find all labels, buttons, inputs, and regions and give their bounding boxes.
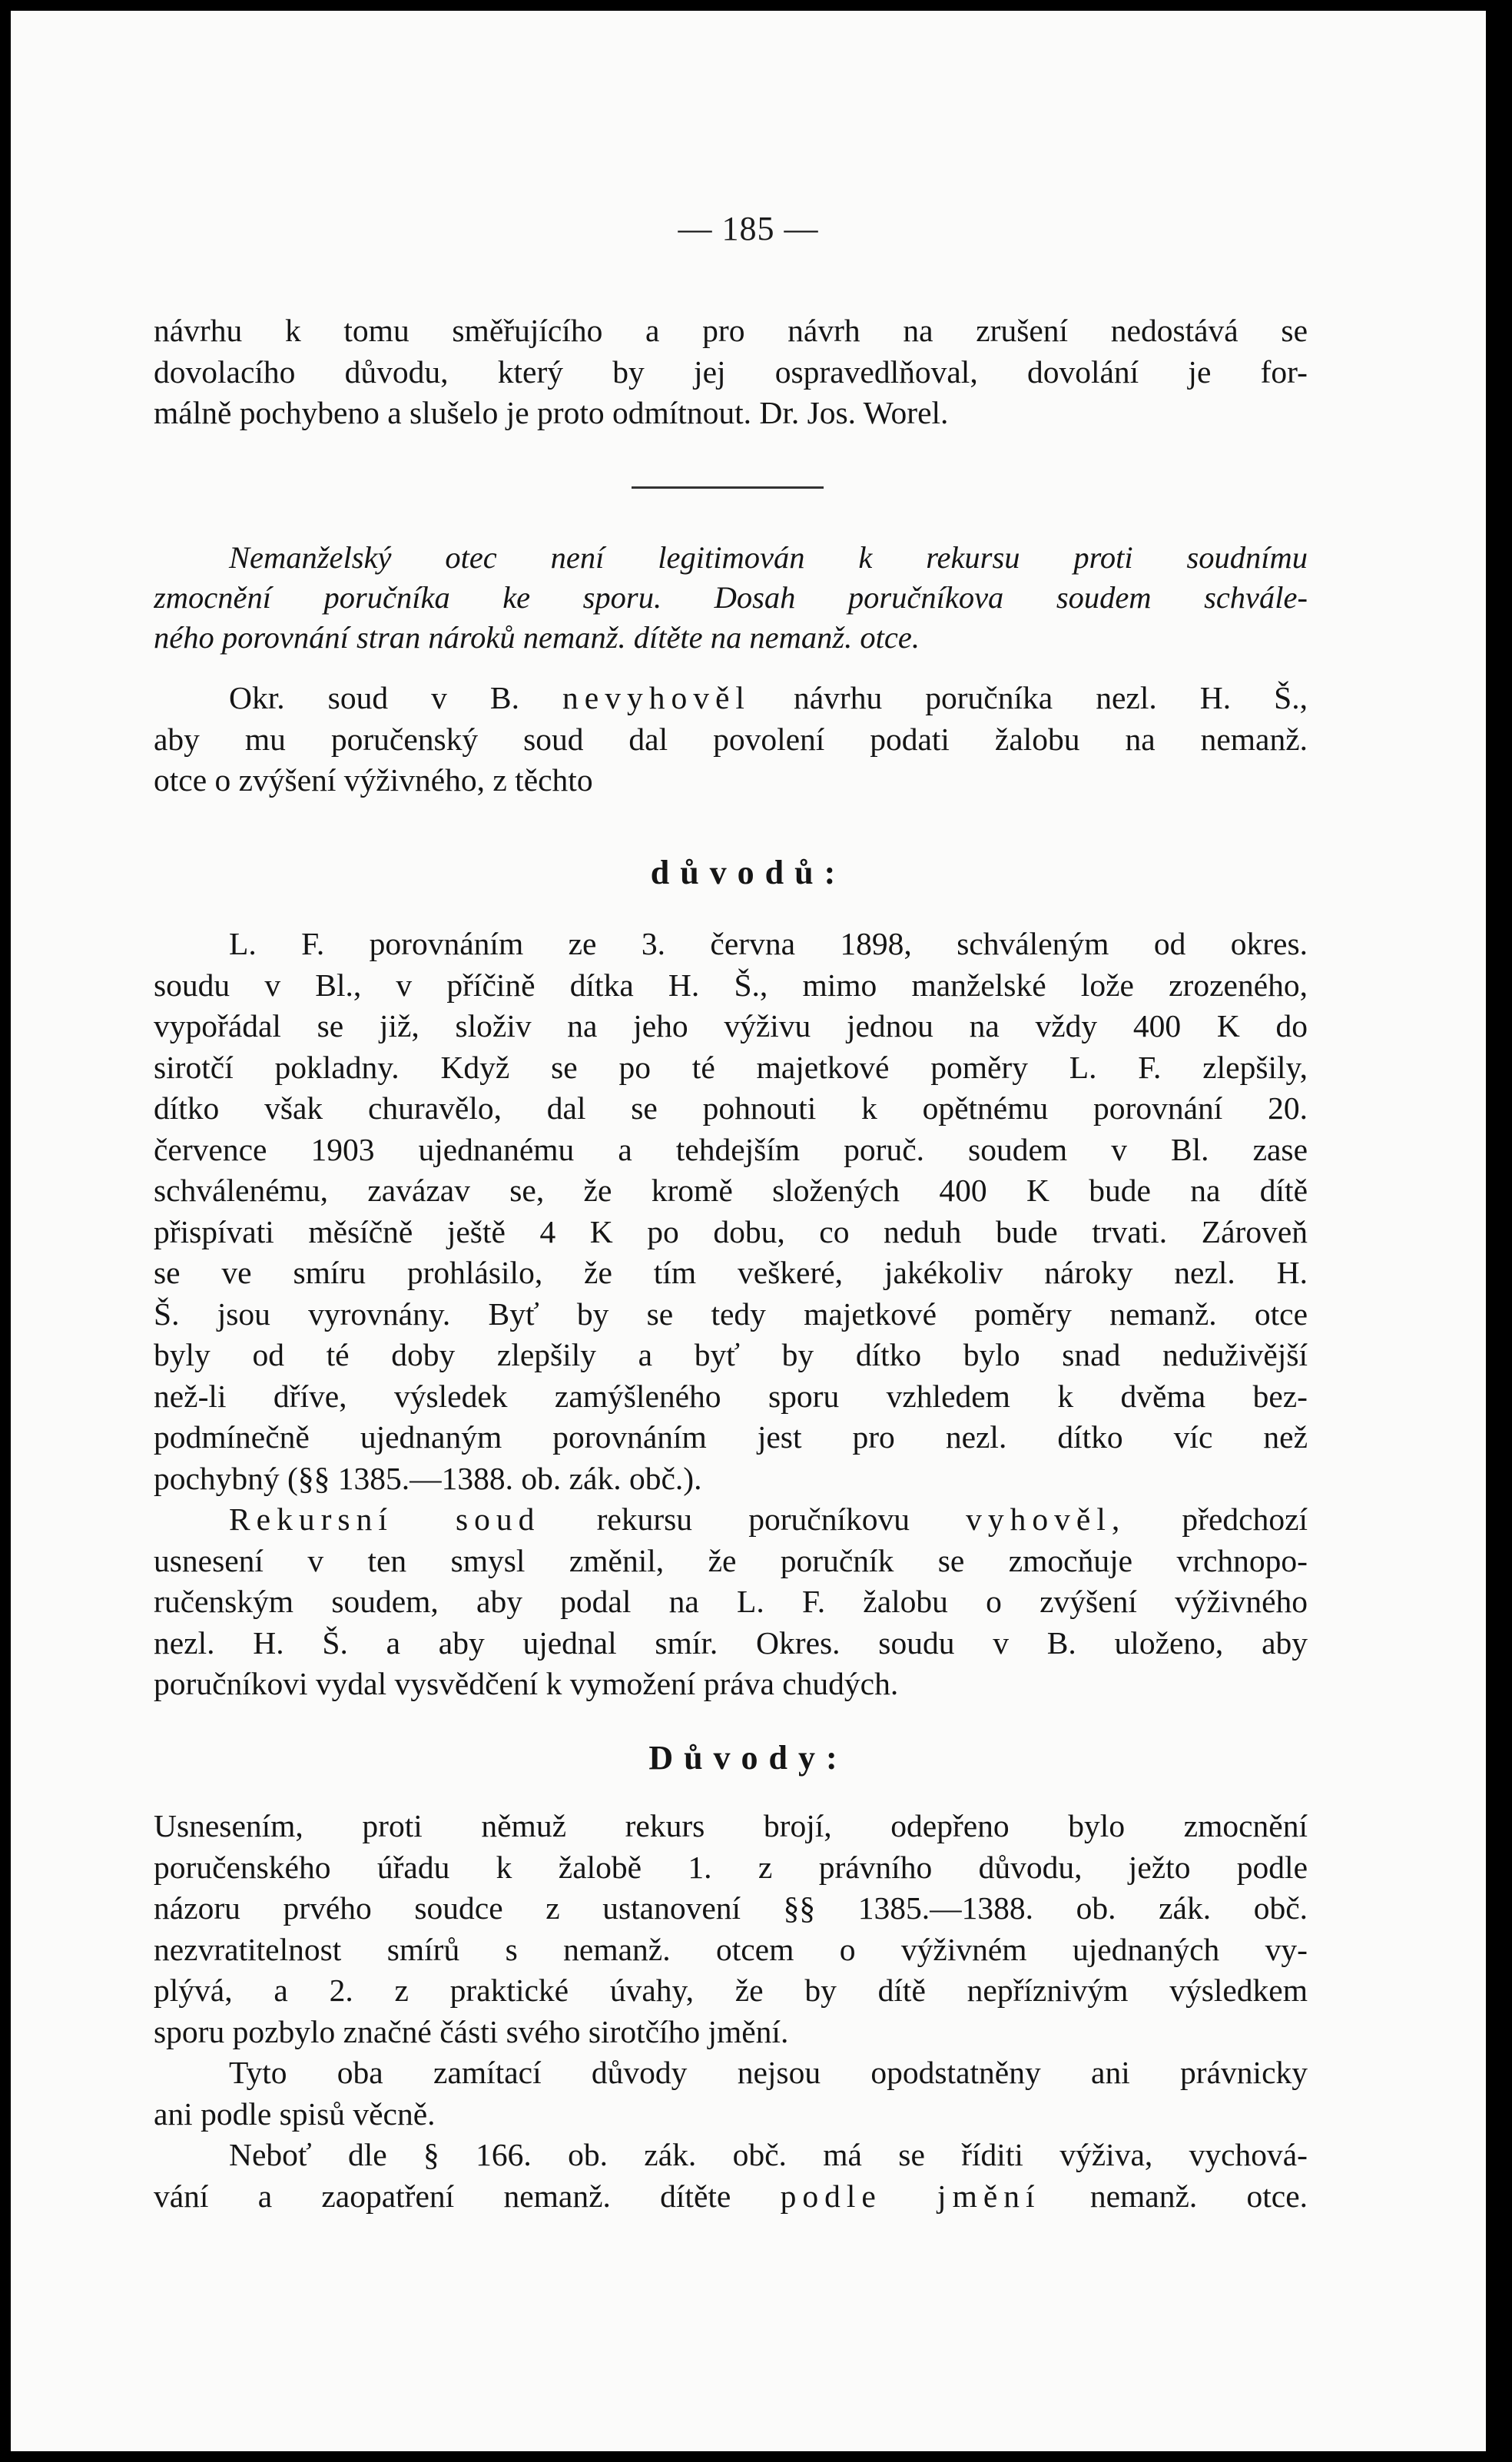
text-line: byly od té doby zlepšily a byť by dítko bylo snad neduživější (154, 1337, 1308, 1372)
text-line: sirotčí pokladny. Když se po té majetkové poměry L. F. zlepšily, (154, 1049, 1308, 1085)
text-line (154, 2176, 1308, 2218)
text-line: se ve smíru prohlásilo, že tím veškeré, jakékoliv nároky nezl. H. (154, 1255, 1308, 1290)
text-fragment: nemanž. otce. (1089, 2178, 1308, 2214)
text-fragment: rekursu poručníkovu (596, 1501, 910, 1537)
text-line: než-li dříve, výsledek zamýšleného sporu vzhledem k dvěma bez- (154, 1378, 1308, 1414)
text-line: Usnesením, proti němuž rekurs brojí, odepřeno bylo zmocnění (154, 1808, 1308, 1843)
text-line: nezl. H. Š. a aby ujednal smír. Okres. soudu v B. uloženo, aby (154, 1624, 1308, 1661)
summary-line: zmocnění poručníka ke sporu. Dosah poručníkova soudem schvále- (154, 580, 1308, 615)
document-page (11, 11, 1486, 2451)
decision-word: nevyhověl (562, 680, 751, 715)
page-number: — 185 — (678, 210, 819, 247)
text-line: ručenským soudem, aby podal na L. F. žalobu o zvýšení výživného (154, 1584, 1308, 1619)
text-line: usnesení v ten smysl změnil, že poručník se zmocňuje vrchnopo- (154, 1542, 1308, 1578)
appeal-court: Rekursní soud (229, 1501, 541, 1537)
court-name: Okr. soud v B. (229, 680, 519, 715)
text-line: názoru prvého soudce z ustanovení §§ 1385.—1388. ob. zák. obč. (154, 1890, 1308, 1926)
text-line: Tyto oba zamítací důvody nejsou opodstatněny ani právnicky (229, 2055, 1308, 2090)
text-line: aby mu poručenský soud dal povolení podati žalobu na nemanž. (154, 721, 1308, 757)
text-line: ani podle spisů věcně. (154, 2095, 436, 2132)
text-line: července 1903 ujednanému a tehdejším poruč. soudem v Bl. zase (154, 1131, 1308, 1167)
text-line: L. F. porovnáním ze 3. června 1898, schváleným od okres. (229, 926, 1308, 961)
text-line: podmínečně ujednaným porovnáním jest pro nezl. dítko víc než (154, 1419, 1308, 1455)
text-line (154, 1499, 1308, 1541)
summary-line: ného porovnání stran nároků nemanž. dítěte na nemanž. otce. (154, 620, 920, 655)
facts-paragraph (154, 678, 1308, 801)
case-summary (154, 538, 1308, 658)
text-line (154, 678, 1308, 719)
section-heading-grounds: Důvody: (648, 1739, 848, 1777)
text-fragment: vání a zaopatření nemanž. dítěte (154, 2178, 731, 2214)
text-line: dítko však churavělo, dal se pohnouti k opětnému porovnání 20. (154, 1090, 1308, 1126)
text-line: přispívati měsíčně ještě 4 K po dobu, co neduh bude trvati. Zároveň (154, 1213, 1308, 1249)
intro-paragraph (154, 310, 1308, 434)
text-line: poručníkovi vydal vysvědčení k vymožení práva chudých. (154, 1666, 899, 1701)
text-line: nezvratitelnost smírů s nemanž. otcem o výživném ujednaných vy- (154, 1931, 1308, 1967)
text-line: poručenského úřadu k žalobě 1. z právního důvodu, ježto podle (154, 1849, 1308, 1885)
emphasis-phrase: podle jmění (780, 2178, 1041, 2214)
text-line: vypořádal se již, složiv na jeho výživu jednou na vždy 400 K do (154, 1008, 1308, 1044)
text-line: schválenému, zavázav se, že kromě složených 400 K bude na dítě (154, 1173, 1308, 1208)
text-line: plývá, a 2. z praktické úvahy, že by dítě nepříznivým výsledkem (154, 1973, 1308, 2008)
decision-word: vyhověl, (966, 1501, 1126, 1537)
text-line: soudu v Bl., v příčině dítka H. Š., mimo manželské lože zrozeného, (154, 967, 1308, 1003)
text-line: sporu pozbylo značné části svého sirotčího jmění. (154, 2013, 789, 2049)
text-line: Neboť dle § 166. ob. zák. obč. má se říditi výživa, vychová- (229, 2137, 1308, 2172)
text-line: pochybný (§§ 1385.—1388. ob. zák. obč.). (154, 1460, 702, 1496)
text-line: návrhu k tomu směřujícího a pro návrh na zrušení nedostává se (154, 313, 1308, 348)
scan-border (1486, 0, 1512, 2462)
text-fragment: návrhu poručníka nezl. H. Š., (793, 680, 1308, 715)
text-fragment: předchozí (1182, 1501, 1308, 1537)
summary-line: Nemanželský otec není legitimován k rekursu proti soudnímu (229, 540, 1308, 575)
reasons-paragraph (154, 924, 1308, 1705)
section-heading-reasons: důvodů: (650, 854, 847, 891)
separator-rule (632, 486, 824, 489)
text-line: otce o zvýšení výživného, z těchto (154, 762, 593, 798)
text-line: dovolacího důvodu, který by jej ospravedlňoval, dovolání je for- (154, 353, 1308, 390)
text-line: Š. jsou vyrovnány. Byť by se tedy majetkové poměry nemanž. otce (154, 1296, 1308, 1332)
grounds-paragraph (154, 1806, 1308, 2217)
text-line: málně pochybeno a slušelo je proto odmítnout. Dr. Jos. Worel. (154, 395, 949, 430)
